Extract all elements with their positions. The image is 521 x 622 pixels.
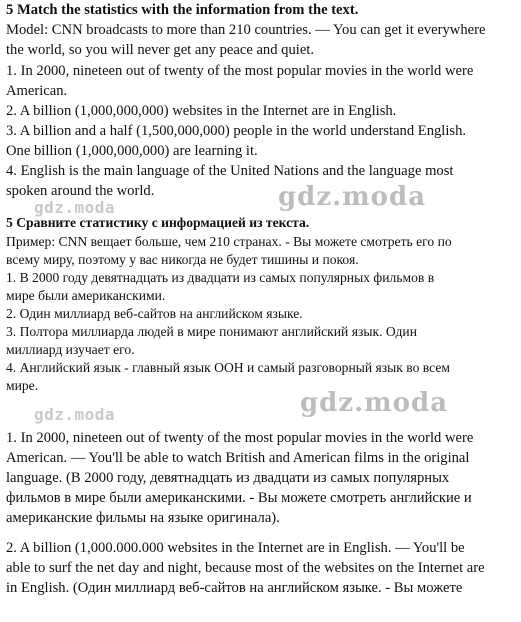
russian-item-3-line-2: миллиард изучает его.	[6, 342, 135, 357]
answer-1-line-4: фильмов в мире были американскими. - Вы можете смотреть английские и	[6, 490, 472, 506]
russian-item-1-line-1: 1. В 2000 году девятнадцать из двадцати из самых популярных фильмов в	[6, 270, 435, 285]
answer-2-line-1: 2. A billion (1,000.000.000 websites in the Internet are in English. — You'll be	[6, 540, 465, 556]
russian-model-line-1: Пример: CNN вещает больше, чем 210 странах. - Вы можете смотреть его по	[6, 234, 452, 249]
english-item-4-line-2: spoken around the world.	[6, 183, 155, 199]
english-item-2: 2. A billion (1,000,000,000) websites in the Internet are in English.	[6, 103, 397, 119]
russian-item-4-line-2: мире.	[6, 378, 39, 393]
russian-model-line-2: всему миру, поэтому у вас никогда не будет тишины и покоя.	[6, 252, 359, 267]
english-model-line-2: the world, so you will never get any peace and quiet.	[6, 42, 314, 58]
answer-1-line-2: American. — You'll be able to watch British and American films in the original	[6, 450, 470, 466]
watermark-small-2: gdz.moda	[34, 405, 116, 424]
russian-item-1-line-2: мире были американскими.	[6, 288, 166, 303]
russian-item-3-line-1: 3. Полтора миллиарда людей в мире понимают английский язык. Один	[6, 324, 417, 339]
english-item-3-line-2: One billion (1,000,000,000) are learning it.	[6, 143, 258, 159]
english-item-4-line-1: 4. English is the main language of the United Nations and the language most	[6, 163, 454, 179]
english-task-title: 5 Match the statistics with the information from the text.	[6, 2, 359, 18]
answer-1-line-3: language. (В 2000 году, девятнадцать из двадцати из самых популярных	[6, 470, 450, 486]
english-model-line-1: Model: CNN broadcasts to more than 210 countries. — You can get it everywhere	[6, 22, 486, 38]
watermark-small-1: gdz.moda	[34, 198, 116, 217]
answer-2-line-2: able to surf the net day and night, because most of the websites on the Internet are	[6, 560, 485, 576]
english-item-1-line-2: American.	[6, 83, 68, 99]
watermark-large-1: gdz.moda	[278, 182, 427, 212]
english-item-1-line-1: 1. In 2000, nineteen out of twenty of the most popular movies in the world were	[6, 63, 474, 79]
russian-item-2: 2. Один миллиард веб-сайтов на английском языке.	[6, 306, 303, 321]
answer-2-line-3: in English. (Один миллиард веб-сайтов на английском языке. - Вы можете	[6, 580, 463, 596]
russian-item-4-line-1: 4. Английский язык - главный язык ООН и самый разговорный язык во всем	[6, 360, 450, 375]
answer-1-line-5: американские фильмы на языке оригинала).	[6, 510, 280, 526]
watermark-large-2: gdz.moda	[300, 388, 449, 418]
russian-task-title: 5 Сравните статистику с информацией из текста.	[6, 215, 310, 230]
english-item-3-line-1: 3. A billion and a half (1,500,000,000) people in the world understand English.	[6, 123, 467, 139]
answer-1-line-1: 1. In 2000, nineteen out of twenty of the most popular movies in the world were	[6, 430, 474, 446]
